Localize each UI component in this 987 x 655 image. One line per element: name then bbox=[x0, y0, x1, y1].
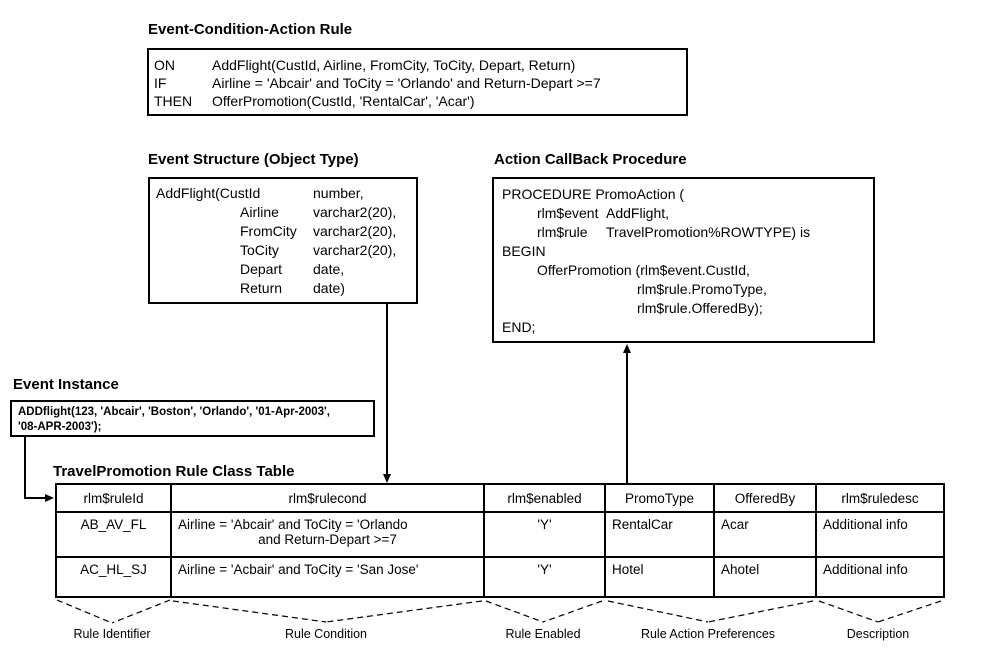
callback-box bbox=[492, 177, 875, 343]
callback-param bbox=[502, 223, 865, 242]
eca-rule-if-line bbox=[154, 74, 681, 92]
pointer-line bbox=[878, 601, 941, 622]
cell-rule-id: AC_HL_SJ bbox=[56, 557, 171, 597]
field-type: date) bbox=[313, 280, 345, 296]
cell-offered-by: Acar bbox=[714, 512, 816, 557]
eca-keyword-then: THEN bbox=[154, 93, 193, 109]
field-name: Airline bbox=[240, 204, 279, 220]
pointer-line bbox=[57, 600, 112, 623]
cell-rule-id: AB_AV_FL bbox=[56, 512, 171, 557]
callback-call-line: OfferPromotion (rlm$event.CustId, bbox=[537, 262, 750, 278]
rule-cond-line1: Airline = 'Acbair' and ToCity = 'San Jose' bbox=[178, 562, 419, 577]
pointer-line bbox=[608, 601, 708, 622]
cell-promo-type: Hotel bbox=[605, 557, 714, 597]
label-rule-condition: Rule Condition bbox=[285, 627, 367, 641]
eca-then-statement: OfferPromotion(CustId, 'RentalCar', 'Acar') bbox=[212, 93, 475, 109]
eca-keyword-if: IF bbox=[154, 75, 167, 91]
pointer-line bbox=[173, 601, 326, 622]
event-structure-field bbox=[156, 184, 410, 203]
callback-arg-line: rlm$rule.OfferedBy); bbox=[637, 300, 763, 316]
event-structure-title: Event Structure (Object Type) bbox=[148, 151, 359, 168]
eca-rule-on-line bbox=[154, 56, 681, 74]
cell-offered-by: Ahotel bbox=[714, 557, 816, 597]
field-type: varchar2(20), bbox=[313, 204, 397, 220]
pointer-line bbox=[326, 601, 482, 622]
event-instance-to-table-connector-vertical bbox=[24, 437, 26, 499]
rule-class-table-title: TravelPromotion Rule Class Table bbox=[53, 463, 295, 480]
pointer-line bbox=[543, 601, 602, 622]
field-name: Return bbox=[240, 280, 283, 296]
cell-rule-desc: Additional info bbox=[816, 557, 944, 597]
rule-class-table bbox=[55, 483, 945, 598]
col-header-rulecond: rlm$rulecond bbox=[171, 484, 484, 512]
param-name: rlm$rule bbox=[537, 224, 588, 240]
event-instance-code-line2: '08-APR-2003'); bbox=[18, 421, 102, 433]
field-type: varchar2(20), bbox=[313, 242, 397, 258]
callback-procedure-line: PROCEDURE PromoAction ( bbox=[502, 186, 685, 202]
up-arrowhead-icon bbox=[623, 344, 631, 353]
pointer-line bbox=[112, 600, 170, 623]
event-instance-title: Event Instance bbox=[13, 376, 119, 393]
col-header-offeredby: OfferedBy bbox=[714, 484, 816, 512]
event-instance-to-table-connector-horizontal bbox=[24, 497, 46, 499]
event-structure-field bbox=[156, 260, 410, 279]
column-pointer-lines bbox=[0, 598, 987, 626]
event-structure-field bbox=[156, 203, 410, 222]
event-structure-to-table-connector bbox=[386, 304, 388, 476]
pointer-line bbox=[819, 601, 878, 622]
col-header-ruleid: rlm$ruleId bbox=[56, 484, 171, 512]
field-type: number, bbox=[313, 185, 364, 201]
col-header-enabled: rlm$enabled bbox=[484, 484, 605, 512]
eca-rule-then-line bbox=[154, 92, 681, 110]
event-structure-field bbox=[156, 279, 410, 298]
cell-rule-desc: Additional info bbox=[816, 512, 944, 557]
eca-rule-title: Event-Condition-Action Rule bbox=[148, 21, 353, 38]
label-description: Description bbox=[846, 627, 910, 641]
table-row bbox=[56, 512, 944, 557]
callback-param bbox=[502, 204, 865, 223]
eca-if-statement: Airline = 'Abcair' and ToCity = 'Orlando' and Return-Depart >=7 bbox=[212, 75, 601, 91]
down-arrowhead-icon bbox=[383, 474, 391, 483]
event-instance-box bbox=[10, 400, 375, 437]
eca-on-statement: AddFlight(CustId, Airline, FromCity, ToCity, Depart, Return) bbox=[212, 57, 576, 73]
event-structure-field bbox=[156, 222, 410, 241]
cell-promo-type: RentalCar bbox=[605, 512, 714, 557]
table-row bbox=[56, 557, 944, 597]
eca-rule-box bbox=[147, 48, 688, 116]
param-type: TravelPromotion%ROWTYPE) is bbox=[606, 224, 811, 240]
rule-cond-line2: and Return-Depart >=7 bbox=[258, 532, 397, 547]
field-type: date, bbox=[313, 261, 345, 277]
cell-enabled: 'Y' bbox=[484, 512, 605, 557]
label-rule-identifier: Rule Identifier bbox=[73, 627, 151, 641]
param-name: rlm$event bbox=[537, 205, 599, 221]
callback-arg-line: rlm$rule.PromoType, bbox=[637, 281, 767, 297]
field-name: ToCity bbox=[240, 242, 279, 258]
pointer-line bbox=[486, 601, 543, 622]
table-header-row bbox=[56, 484, 944, 512]
callback-end-line: END; bbox=[502, 319, 536, 335]
cell-enabled: 'Y' bbox=[484, 557, 605, 597]
col-header-ruledesc: rlm$ruledesc bbox=[816, 484, 944, 512]
eca-keyword-on: ON bbox=[154, 57, 175, 73]
cell-rule-cond bbox=[171, 557, 484, 597]
callback-begin-line: BEGIN bbox=[502, 243, 546, 259]
col-header-promotype: PromoType bbox=[605, 484, 714, 512]
label-rule-action-preferences: Rule Action Preferences bbox=[640, 627, 776, 641]
field-name: FromCity bbox=[240, 223, 297, 239]
event-structure-field bbox=[156, 241, 410, 260]
rule-cond-line1: Airline = 'Abcair' and ToCity = 'Orlando bbox=[178, 517, 408, 532]
event-structure-box bbox=[148, 177, 418, 304]
param-type: AddFlight, bbox=[606, 205, 670, 221]
callback-title: Action CallBack Procedure bbox=[494, 151, 687, 168]
cell-rule-cond bbox=[171, 512, 484, 557]
field-name: Depart bbox=[240, 261, 283, 277]
label-rule-enabled: Rule Enabled bbox=[505, 627, 581, 641]
field-name: AddFlight(CustId bbox=[156, 185, 261, 201]
right-arrowhead-icon bbox=[45, 494, 54, 502]
table-to-callback-connector bbox=[626, 351, 628, 483]
pointer-line bbox=[708, 601, 813, 622]
event-instance-code-line1: ADDflight(123, 'Abcair', 'Boston', 'Orlando', '01-Apr-2003', bbox=[18, 406, 330, 418]
field-type: varchar2(20), bbox=[313, 223, 397, 239]
